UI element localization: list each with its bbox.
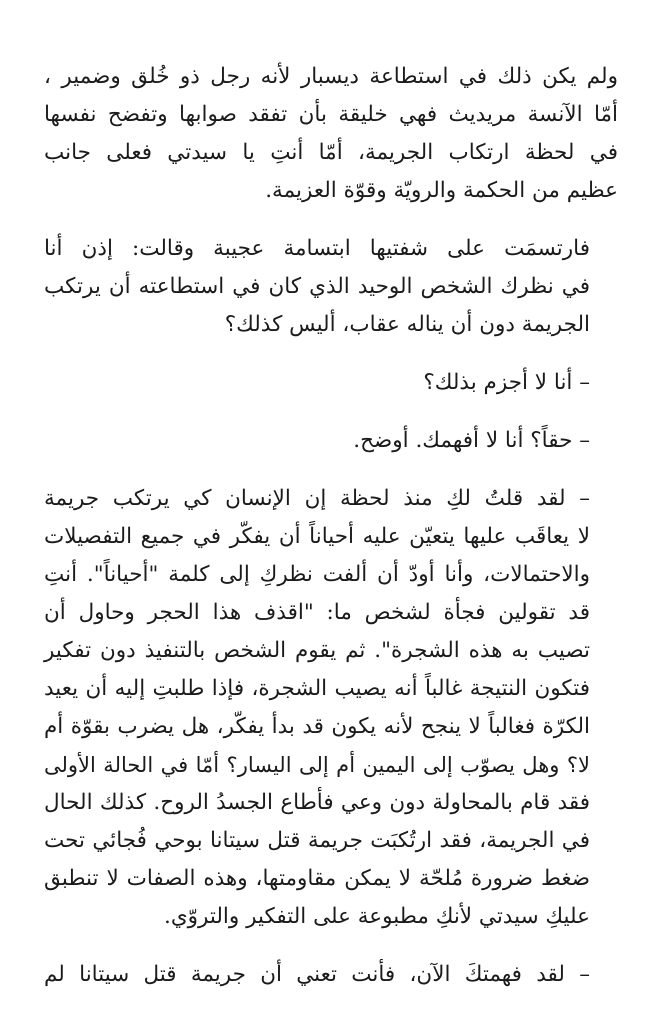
paragraph-6 (44, 956, 618, 994)
text-line: الجريمة دون أن يناله عقاب، أليس كذلك؟ (224, 312, 590, 337)
text-line: في الجريمة، فقد ارتُكبَت جريمة قتل سيتانا بوحي فُجائي تحت (44, 828, 590, 853)
text-line: ضغط ضرورة مُلحّة لا يمكن مقاومتها، وهذه الصفات لا تنطبق (44, 866, 590, 891)
book-page (44, 58, 618, 1014)
paragraph-2 (44, 230, 618, 344)
text-line: عليكِ سيدتي لأنكِ مطبوعة على التفكير والتروّي. (163, 904, 590, 929)
dialogue-line: – حقاً؟ أنا لا أفهمك. أوضح. (353, 428, 590, 453)
text-line: عظيم من الحكمة والرويّة وقوّة العزيمة. (265, 178, 618, 203)
text-line: الكرّة فغالباً لا ينجح لأنه يكون قد بدأ يفكّر، هل يضرب بقوّة أم (44, 714, 590, 739)
paragraph-1 (44, 58, 618, 210)
paragraph-3 (44, 364, 618, 402)
dialogue-line: – أنا لا أجزم بذلك؟ (423, 370, 590, 395)
text-line: ولم يكن ذلك في استطاعة ديسبار لأنه رجل ذو خُلق وضمير ، (44, 64, 618, 89)
text-line: قد تقولين فجأة لشخص ما: "اقذف هذا الحجر وحاول أن (44, 600, 590, 625)
text-line: فتكون النتيجة غالباً أنه يصيب الشجرة، فإذا طلبتِ إليه أن يعيد (44, 676, 590, 701)
text-line: تصيب به هذه الشجرة". ثم يقوم الشخص بالتنفيذ دون تفكير (44, 638, 590, 663)
text-line: والاحتمالات، وأنا أودّ أن ألفت نظركِ إلى كلمة "أحياناً". أنتِ (44, 562, 590, 587)
text-line: لا يعاقَب عليها يتعيّن عليه أحياناً أن يفكّر في جميع التفصيلات (44, 524, 590, 549)
text-line: في لحظة ارتكاب الجريمة، أمّا أنتِ يا سيدتي فعلى جانب (44, 140, 618, 165)
text-line: أمّا الآنسة مريديث فهي خليقة بأن تفقد صوابها وتفضح نفسها (44, 102, 618, 127)
dialogue-line: – لقد قلتُ لكِ منذ لحظة إن الإنسان كي يرتكب جريمة (44, 486, 590, 511)
paragraph-4 (44, 422, 618, 460)
text-line: لا؟ وهل يصوّب إلى اليمين أم إلى اليسار؟ أمّا في الحالة الأولى (44, 753, 590, 777)
text-line: فقد قام بالمحاولة دون وعي فأطاع الجسدُ الروح. كذلك الحال (44, 790, 590, 815)
text-line: في نظرك الشخص الوحيد الذي كان في استطاعته أن يرتكب (44, 274, 590, 299)
dialogue-line: – لقد فهمتكَ الآن، فأنت تعني أن جريمة قتل سيتانا لم (44, 962, 590, 987)
text-line: فارتسمَت على شفتيها ابتسامة عجيبة وقالت: إذن أنا (44, 236, 590, 261)
paragraph-5 (44, 480, 618, 936)
